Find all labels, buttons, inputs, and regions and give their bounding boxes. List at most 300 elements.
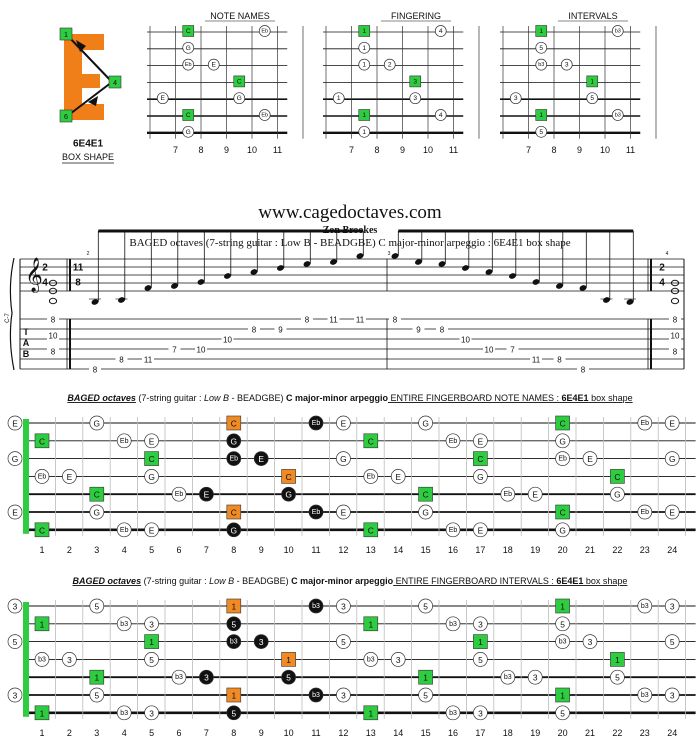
note-marker <box>35 469 49 483</box>
fret-number: 18 <box>502 727 513 738</box>
note-marker <box>208 59 219 70</box>
note-marker <box>364 652 378 666</box>
note-marker <box>536 26 547 37</box>
diagram-note_names <box>147 11 303 155</box>
diagram-title: INTERVALS <box>568 11 618 21</box>
note-marker <box>309 416 323 430</box>
note-marker <box>359 110 370 121</box>
svg-text:5: 5 <box>12 637 18 648</box>
fret-number: 9 <box>258 727 264 738</box>
svg-text:G: G <box>148 471 155 482</box>
svg-text:E: E <box>340 418 347 429</box>
svg-text:C: C <box>38 436 46 447</box>
note-marker <box>665 452 679 466</box>
svg-text:b3: b3 <box>538 62 545 69</box>
svg-text:C: C <box>93 489 100 500</box>
note-marker <box>145 469 159 483</box>
fret-number: 10 <box>599 145 611 155</box>
svg-text:5: 5 <box>615 672 620 683</box>
fret-number: 20 <box>557 544 568 555</box>
svg-text:5: 5 <box>149 654 154 665</box>
note-marker <box>227 523 241 537</box>
fret-number: 11 <box>448 145 459 155</box>
svg-text:5: 5 <box>94 690 100 701</box>
svg-text:1: 1 <box>423 672 428 683</box>
fret-number: 11 <box>625 145 636 155</box>
svg-text:3: 3 <box>669 690 675 701</box>
tab-number: 11 <box>355 315 365 325</box>
svg-text:3: 3 <box>478 708 483 719</box>
svg-text:5: 5 <box>231 708 237 719</box>
note-marker <box>333 93 344 104</box>
note-marker <box>35 706 49 720</box>
fret-number: 21 <box>584 544 596 555</box>
fret-number: 16 <box>447 544 459 555</box>
title-segment: 6E4E1 <box>556 576 584 586</box>
fret-number: 10 <box>283 544 294 555</box>
fret-number: 10 <box>422 145 434 155</box>
fret-number: 10 <box>246 145 258 155</box>
tab-number: 10 <box>461 335 470 345</box>
svg-text:b3: b3 <box>38 656 46 664</box>
svg-text:Eb: Eb <box>261 112 269 119</box>
note-marker <box>536 59 547 70</box>
measure-number: 4 <box>665 251 669 257</box>
tab-number: 8 <box>251 325 257 335</box>
note-marker <box>199 487 213 501</box>
svg-text:b3: b3 <box>312 603 320 610</box>
svg-text:Eb: Eb <box>174 491 184 499</box>
note-marker <box>435 26 446 37</box>
diagram-fingering <box>323 11 479 155</box>
svg-text:1: 1 <box>560 601 565 612</box>
note-marker <box>364 617 378 631</box>
fingerboard-fb1 <box>8 393 700 555</box>
svg-text:Eb: Eb <box>311 509 321 516</box>
svg-text:1: 1 <box>478 637 483 648</box>
svg-text:G: G <box>559 525 566 536</box>
fret-number: 24 <box>667 727 678 738</box>
tab-number: 7 <box>510 345 515 355</box>
fret-number: 12 <box>338 544 349 555</box>
svg-text:3: 3 <box>341 690 346 701</box>
svg-text:1: 1 <box>231 601 237 612</box>
note-marker <box>556 635 570 649</box>
fret-number: 14 <box>393 544 404 555</box>
open-note <box>8 688 22 702</box>
tab-number: 10 <box>223 335 232 345</box>
open-note <box>8 505 22 519</box>
note-marker <box>473 469 487 483</box>
svg-text:2: 2 <box>387 61 392 69</box>
note-marker <box>583 635 597 649</box>
fret-number: 7 <box>525 145 532 155</box>
open-note <box>8 599 22 613</box>
note-marker <box>145 635 159 649</box>
note-marker <box>254 452 268 466</box>
svg-text:b3: b3 <box>449 620 457 628</box>
fret-number: 19 <box>530 544 541 555</box>
note-marker <box>282 469 296 483</box>
svg-text:3: 3 <box>67 654 72 665</box>
svg-text:E: E <box>160 95 165 103</box>
time-sig: 2 <box>659 262 665 274</box>
fret-number: 3 <box>94 727 100 738</box>
svg-text:1: 1 <box>362 44 367 52</box>
svg-text:5: 5 <box>560 619 565 630</box>
tab-number: 8 <box>672 315 678 325</box>
svg-text:5: 5 <box>590 95 595 103</box>
note-marker <box>145 434 159 448</box>
svg-text:Eb: Eb <box>311 420 321 427</box>
note-marker <box>183 42 194 53</box>
box-shape-graphic <box>60 28 121 163</box>
svg-text:Eb: Eb <box>448 437 458 445</box>
fret-number: 11 <box>272 145 283 155</box>
fret-number: 22 <box>612 544 623 555</box>
svg-text:C: C <box>367 525 374 536</box>
measure-number: 3 <box>387 251 391 257</box>
svg-text:E: E <box>477 436 484 447</box>
note-marker <box>410 76 421 87</box>
svg-text:C: C <box>559 418 566 429</box>
tab-number: 8 <box>92 365 98 375</box>
note-marker <box>359 126 370 137</box>
svg-text:b3: b3 <box>449 709 457 717</box>
svg-text:b3: b3 <box>366 656 375 664</box>
note-marker <box>359 59 370 70</box>
note-marker <box>612 110 623 121</box>
tab-number: 8 <box>580 365 586 375</box>
note-marker <box>473 706 487 720</box>
note-marker <box>665 688 679 702</box>
tab-number: 10 <box>484 345 494 355</box>
shape-marker <box>60 28 72 40</box>
note-marker <box>391 652 405 666</box>
svg-text:Eb: Eb <box>640 420 650 427</box>
fret-number: 5 <box>149 544 155 555</box>
fret-number: 15 <box>420 544 431 555</box>
open-note <box>8 635 22 649</box>
note-marker <box>587 76 598 87</box>
time-sig: 8 <box>75 277 81 289</box>
svg-text:C: C <box>367 436 374 447</box>
tab-number: 8 <box>672 347 678 357</box>
svg-text:b3: b3 <box>558 638 567 646</box>
note-marker <box>227 706 241 720</box>
note-marker <box>259 110 270 121</box>
title-segment: ENTIRE FINGERBOARD NOTE NAMES : <box>388 393 562 403</box>
fret-number: 23 <box>639 544 650 555</box>
note-marker <box>410 93 421 104</box>
svg-text:3: 3 <box>341 601 346 612</box>
svg-text:b3: b3 <box>120 620 129 628</box>
note-marker <box>234 93 245 104</box>
nut <box>23 602 29 717</box>
fret-number: 5 <box>149 727 155 738</box>
note-marker <box>336 416 350 430</box>
svg-text:G: G <box>614 489 621 500</box>
note-marker <box>391 469 405 483</box>
note-marker <box>419 670 433 684</box>
composer-name: Zon Brookes <box>322 225 378 236</box>
note-marker <box>259 26 270 37</box>
note-marker <box>473 617 487 631</box>
note-marker <box>199 670 213 684</box>
sheet-subtitle: BAGED octaves (7-string guitar : Low B - BEADGBE) C major-minor arpeggio : 6E4E1 box shape <box>129 237 571 249</box>
title-segment: C major-minor arpeggio <box>285 393 388 403</box>
note-marker <box>183 59 194 70</box>
note-marker <box>157 93 168 104</box>
svg-text:3: 3 <box>12 690 18 701</box>
note-marker <box>364 706 378 720</box>
treble-clef-icon: 𝄞 <box>25 258 43 292</box>
chord-label: C-7 <box>5 313 11 323</box>
svg-text:1: 1 <box>336 95 341 103</box>
svg-text:G: G <box>422 507 429 518</box>
svg-text:E: E <box>477 525 484 536</box>
note-marker <box>536 126 547 137</box>
svg-text:5: 5 <box>539 128 544 136</box>
shape-marker <box>60 110 72 122</box>
svg-text:G: G <box>422 418 429 429</box>
note-marker <box>419 688 433 702</box>
fret-number: 2 <box>66 727 72 738</box>
tab-number: 10 <box>48 331 58 341</box>
note-marker <box>227 635 241 649</box>
title-segment: (7-string guitar : <box>141 576 210 586</box>
svg-text:Eb: Eb <box>229 455 239 463</box>
note-marker <box>183 126 194 137</box>
svg-text:G: G <box>559 436 566 447</box>
note-marker <box>556 706 570 720</box>
note-marker <box>473 652 487 666</box>
svg-text:1: 1 <box>286 654 291 665</box>
svg-text:Eb: Eb <box>119 526 129 534</box>
tab-number: 8 <box>50 315 56 325</box>
fret-number: 1 <box>39 544 45 555</box>
svg-text:E: E <box>669 418 675 429</box>
fret-number: 13 <box>365 727 376 738</box>
svg-text:C: C <box>38 525 46 536</box>
svg-text:Eb: Eb <box>261 28 269 35</box>
svg-text:3: 3 <box>478 619 483 630</box>
svg-text:G: G <box>236 95 242 103</box>
svg-text:b3: b3 <box>120 709 129 717</box>
fret-number: 22 <box>612 727 623 738</box>
measure-number: 2 <box>86 251 90 257</box>
note-marker <box>364 469 378 483</box>
svg-text:C: C <box>477 454 484 465</box>
note-marker <box>528 670 542 684</box>
note-marker <box>587 93 598 104</box>
fret-number: 23 <box>639 727 650 738</box>
note-marker <box>364 523 378 537</box>
svg-text:C: C <box>148 454 155 465</box>
fret-number: 6 <box>176 727 182 738</box>
note-marker <box>35 617 49 631</box>
tab-letter: T <box>23 327 29 337</box>
fret-number: 6 <box>176 544 182 555</box>
svg-text:Eb: Eb <box>366 473 376 481</box>
note-marker <box>446 434 460 448</box>
fret-number: 7 <box>348 145 355 155</box>
svg-text:C: C <box>230 507 237 518</box>
title-segment: box shape <box>588 393 633 403</box>
note-marker <box>90 599 104 613</box>
note-marker <box>145 523 159 537</box>
note-marker <box>501 487 515 501</box>
note-marker <box>254 635 268 649</box>
note-marker <box>117 617 131 631</box>
title-segment: box shape <box>583 576 628 586</box>
title-segment: - BEADGBE) <box>228 393 286 403</box>
svg-text:Eb: Eb <box>558 455 567 463</box>
tab-number: 11 <box>143 355 153 365</box>
box-shape-sublabel: BOX SHAPE <box>61 152 115 162</box>
note-marker <box>282 670 296 684</box>
tab-number: 10 <box>670 331 680 341</box>
note-marker <box>610 469 624 483</box>
fret-number: 20 <box>557 727 568 738</box>
tab-number: 9 <box>278 325 283 335</box>
title-segment: 6E4E1 <box>561 393 589 403</box>
svg-text:E: E <box>203 489 210 500</box>
fret-number: 17 <box>475 727 486 738</box>
note-marker <box>117 523 131 537</box>
svg-text:b3: b3 <box>312 692 320 699</box>
svg-text:b3: b3 <box>614 112 621 119</box>
note-marker <box>35 523 49 537</box>
note-marker <box>556 688 570 702</box>
fret-number: 24 <box>667 544 678 555</box>
svg-text:b3: b3 <box>614 28 621 35</box>
fret-number: 9 <box>399 145 406 155</box>
note-marker <box>446 617 460 631</box>
fret-number: 15 <box>420 727 431 738</box>
fret-number: 3 <box>94 544 100 555</box>
fret-number: 13 <box>365 544 376 555</box>
fingerboard-fb2 <box>8 576 700 738</box>
svg-text:b3: b3 <box>640 692 649 699</box>
note-marker <box>227 505 241 519</box>
note-marker <box>638 688 652 702</box>
note-marker <box>227 617 241 631</box>
note-marker <box>446 706 460 720</box>
note-marker <box>336 635 350 649</box>
svg-text:E: E <box>340 507 347 518</box>
svg-text:4: 4 <box>113 78 117 87</box>
note-marker <box>282 652 296 666</box>
note-marker <box>336 599 350 613</box>
note-marker <box>510 93 521 104</box>
tab-number: 10 <box>196 345 206 355</box>
fret-number: 21 <box>584 727 596 738</box>
box-shape-label: 6E4E1 <box>72 138 104 150</box>
svg-text:Eb: Eb <box>448 526 458 534</box>
note-marker <box>610 670 624 684</box>
note-marker <box>473 434 487 448</box>
note-marker <box>227 434 241 448</box>
fret-number: 9 <box>223 145 230 155</box>
time-sig: 4 <box>42 277 48 289</box>
tab-number: 8 <box>304 315 310 325</box>
site-url: www.cagedoctaves.com <box>258 202 442 223</box>
note-marker <box>227 688 241 702</box>
note-marker <box>638 599 652 613</box>
note-marker <box>556 416 570 430</box>
tab-number: 8 <box>392 315 398 325</box>
svg-text:b3: b3 <box>229 638 238 646</box>
svg-text:5: 5 <box>286 672 291 683</box>
note-marker <box>536 42 547 53</box>
note-marker <box>610 652 624 666</box>
note-marker <box>309 599 323 613</box>
svg-text:C: C <box>422 489 429 500</box>
svg-text:G: G <box>11 454 19 465</box>
title-segment: (7-string guitar : <box>135 393 204 403</box>
svg-text:Eb: Eb <box>184 62 192 69</box>
note-marker <box>336 505 350 519</box>
svg-text:1: 1 <box>362 112 367 119</box>
note-marker <box>665 505 679 519</box>
fret-number: 14 <box>393 727 404 738</box>
note-marker <box>528 487 542 501</box>
svg-text:3: 3 <box>395 654 401 665</box>
note-marker <box>364 434 378 448</box>
note-marker <box>117 706 131 720</box>
fret-number: 8 <box>231 727 237 738</box>
note-marker <box>172 670 186 684</box>
svg-text:5: 5 <box>341 637 346 648</box>
svg-text:3: 3 <box>12 601 18 612</box>
svg-text:G: G <box>340 454 347 465</box>
open-note <box>8 416 22 430</box>
note-marker <box>227 599 241 613</box>
svg-text:E: E <box>148 525 155 536</box>
svg-text:E: E <box>587 454 593 465</box>
fret-number: 8 <box>551 145 557 155</box>
svg-text:G: G <box>93 418 101 429</box>
note-head <box>671 298 678 303</box>
svg-text:E: E <box>258 454 264 465</box>
fret-number: 19 <box>530 727 541 738</box>
svg-text:1: 1 <box>539 112 544 119</box>
svg-text:1: 1 <box>64 30 68 39</box>
note-marker <box>536 110 547 121</box>
svg-text:G: G <box>285 489 292 500</box>
svg-text:3: 3 <box>149 708 154 719</box>
svg-text:5: 5 <box>560 708 565 719</box>
note-marker <box>665 416 679 430</box>
diagram-title: FINGERING <box>390 11 442 21</box>
note-marker <box>145 452 159 466</box>
svg-text:1: 1 <box>149 637 154 648</box>
tab-number: 8 <box>557 355 562 365</box>
tab-number: 8 <box>119 355 124 365</box>
note-marker <box>583 452 597 466</box>
note-marker <box>446 523 460 537</box>
svg-text:3: 3 <box>149 619 154 630</box>
svg-text:3: 3 <box>564 61 569 69</box>
note-marker <box>309 505 323 519</box>
fret-number: 11 <box>311 727 321 738</box>
note-marker <box>234 76 245 87</box>
tab-number: 9 <box>416 325 421 335</box>
svg-text:3: 3 <box>587 637 593 648</box>
svg-text:5: 5 <box>478 654 483 665</box>
tab-number: 8 <box>439 325 445 335</box>
